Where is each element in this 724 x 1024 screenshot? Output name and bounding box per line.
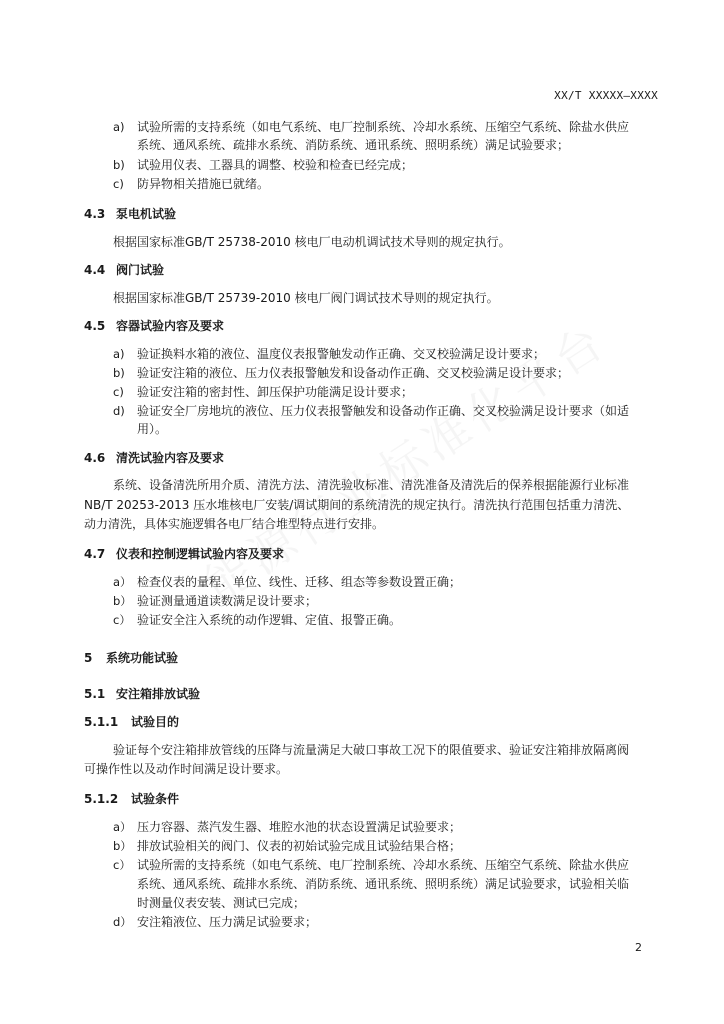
list-item-mark: c）: [113, 613, 131, 627]
list-item-mark: a）: [113, 820, 132, 834]
list-item-mark: c）: [113, 858, 131, 872]
list-item-mark: c): [113, 385, 124, 399]
list-item-text: 压力容器、蒸汽发生器、堆腔水池的状态设置满足试验要求；: [137, 820, 462, 834]
list-item-text: 防异物相关措施已就绪。: [137, 177, 270, 191]
list-item-text: 验证安全注入系统的动作逻辑、定值、报警正确。: [137, 613, 402, 627]
section-heading-4-3: 4.3 泵电机试验: [84, 207, 177, 221]
paragraph-line: 动力清洗，具体实施逻辑各电厂结合堆型特点进行安排。: [84, 517, 385, 531]
list-item-text: 用）。: [137, 422, 168, 436]
list-item-mark: c): [113, 177, 124, 191]
document-code: XX/T XXXXX—XXXX: [554, 89, 658, 102]
list-item-text: 试验用仪表、工器具的调整、校验和检查已经完成；: [137, 158, 414, 172]
list-item-mark: d): [113, 404, 125, 418]
paragraph-line: 可操作性以及动作时间满足设计要求。: [84, 762, 289, 776]
list-item-mark: b）: [113, 594, 132, 608]
list-item-text: 安注箱液位、压力满足试验要求；: [137, 915, 318, 929]
list-item-mark: b): [113, 366, 125, 380]
list-item-text: 系统、通风系统、疏排水系统、消防系统、通讯系统、照明系统）满足试验要求；: [137, 138, 570, 152]
list-item-text: 验证换料水箱的液位、温度仪表报警触发动作正确、交叉校验满足设计要求；: [137, 347, 546, 361]
list-item-text: 试验所需的支持系统（如电气系统、电厂控制系统、冷却水系统、压缩空气系统、除盐水供应: [137, 120, 630, 134]
paragraph-line: 系统、设备清洗所用介质、清洗方法、清洗验收标准、清洗准备及清洗后的保养根据能源行业标准: [113, 478, 630, 492]
list-item-text: 验证安全厂房地坑的液位、压力仪表报警触发和设备动作正确、交叉校验满足设计要求（如适: [137, 404, 630, 418]
list-item-text: 试验所需的支持系统（如电气系统、电厂控制系统、冷却水系统、压缩空气系统、除盐水供应: [137, 858, 630, 872]
list-item-text: 系统、通风系统、疏排水系统、消防系统、通讯系统、照明系统）满足试验要求，试验相关临: [137, 877, 630, 891]
paragraph: 根据国家标准GB/T 25738-2010 核电厂电动机调试技术导则的规定执行。: [113, 235, 511, 249]
list-item-mark: d）: [113, 915, 132, 929]
paragraph-line: NB/T 20253-2013 压水堆核电厂安装/调试期间的系统清洗的规定执行。清洗执行范围包括重力清洗、: [84, 498, 630, 512]
section-heading-5-1-2: 5.1.2 试验条件: [84, 792, 180, 806]
chapter-heading-5: 5 系统功能试验: [84, 651, 179, 665]
list-item-mark: b): [113, 158, 125, 172]
section-heading-5-1: 5.1 安注箱排放试验: [84, 687, 201, 701]
list-item-mark: b）: [113, 839, 132, 853]
list-item-text: 排放试验相关的阀门、仪表的初始试验完成且试验结果合格；: [137, 839, 462, 853]
section-heading-4-4: 4.4 阀门试验: [84, 263, 165, 277]
list-item-mark: a）: [113, 575, 132, 589]
list-item-text: 验证安注箱的密封性、卸压保护功能满足设计要求；: [137, 385, 414, 399]
list-item-text: 验证安注箱的液位、压力仪表报警触发和设备动作正确、交叉校验满足设计要求；: [137, 366, 570, 380]
section-heading-4-6: 4.6 清洗试验内容及要求: [84, 451, 225, 465]
section-heading-4-7: 4.7 仪表和控制逻辑试验内容及要求: [84, 547, 285, 561]
paragraph-line: 验证每个安注箱排放管线的压降与流量满足大破口事故工况下的限值要求、验证安注箱排放隔离阀: [113, 743, 630, 757]
list-item-mark: a): [113, 347, 125, 361]
list-item-text: 检查仪表的量程、单位、线性、迁移、组态等参数设置正确；: [137, 575, 462, 589]
page-number: 2: [635, 941, 642, 954]
section-heading-4-5: 4.5 容器试验内容及要求: [84, 319, 225, 333]
section-heading-5-1-1: 5.1.1 试验目的: [84, 715, 180, 729]
paragraph: 根据国家标准GB/T 25739-2010 核电厂阀门调试技术导则的规定执行。: [113, 291, 499, 305]
list-item-mark: a): [113, 120, 125, 134]
list-item-text: 时测量仪表安装、测试已完成；: [137, 896, 306, 910]
list-item-text: 验证测量通道读数满足设计要求；: [137, 594, 318, 608]
